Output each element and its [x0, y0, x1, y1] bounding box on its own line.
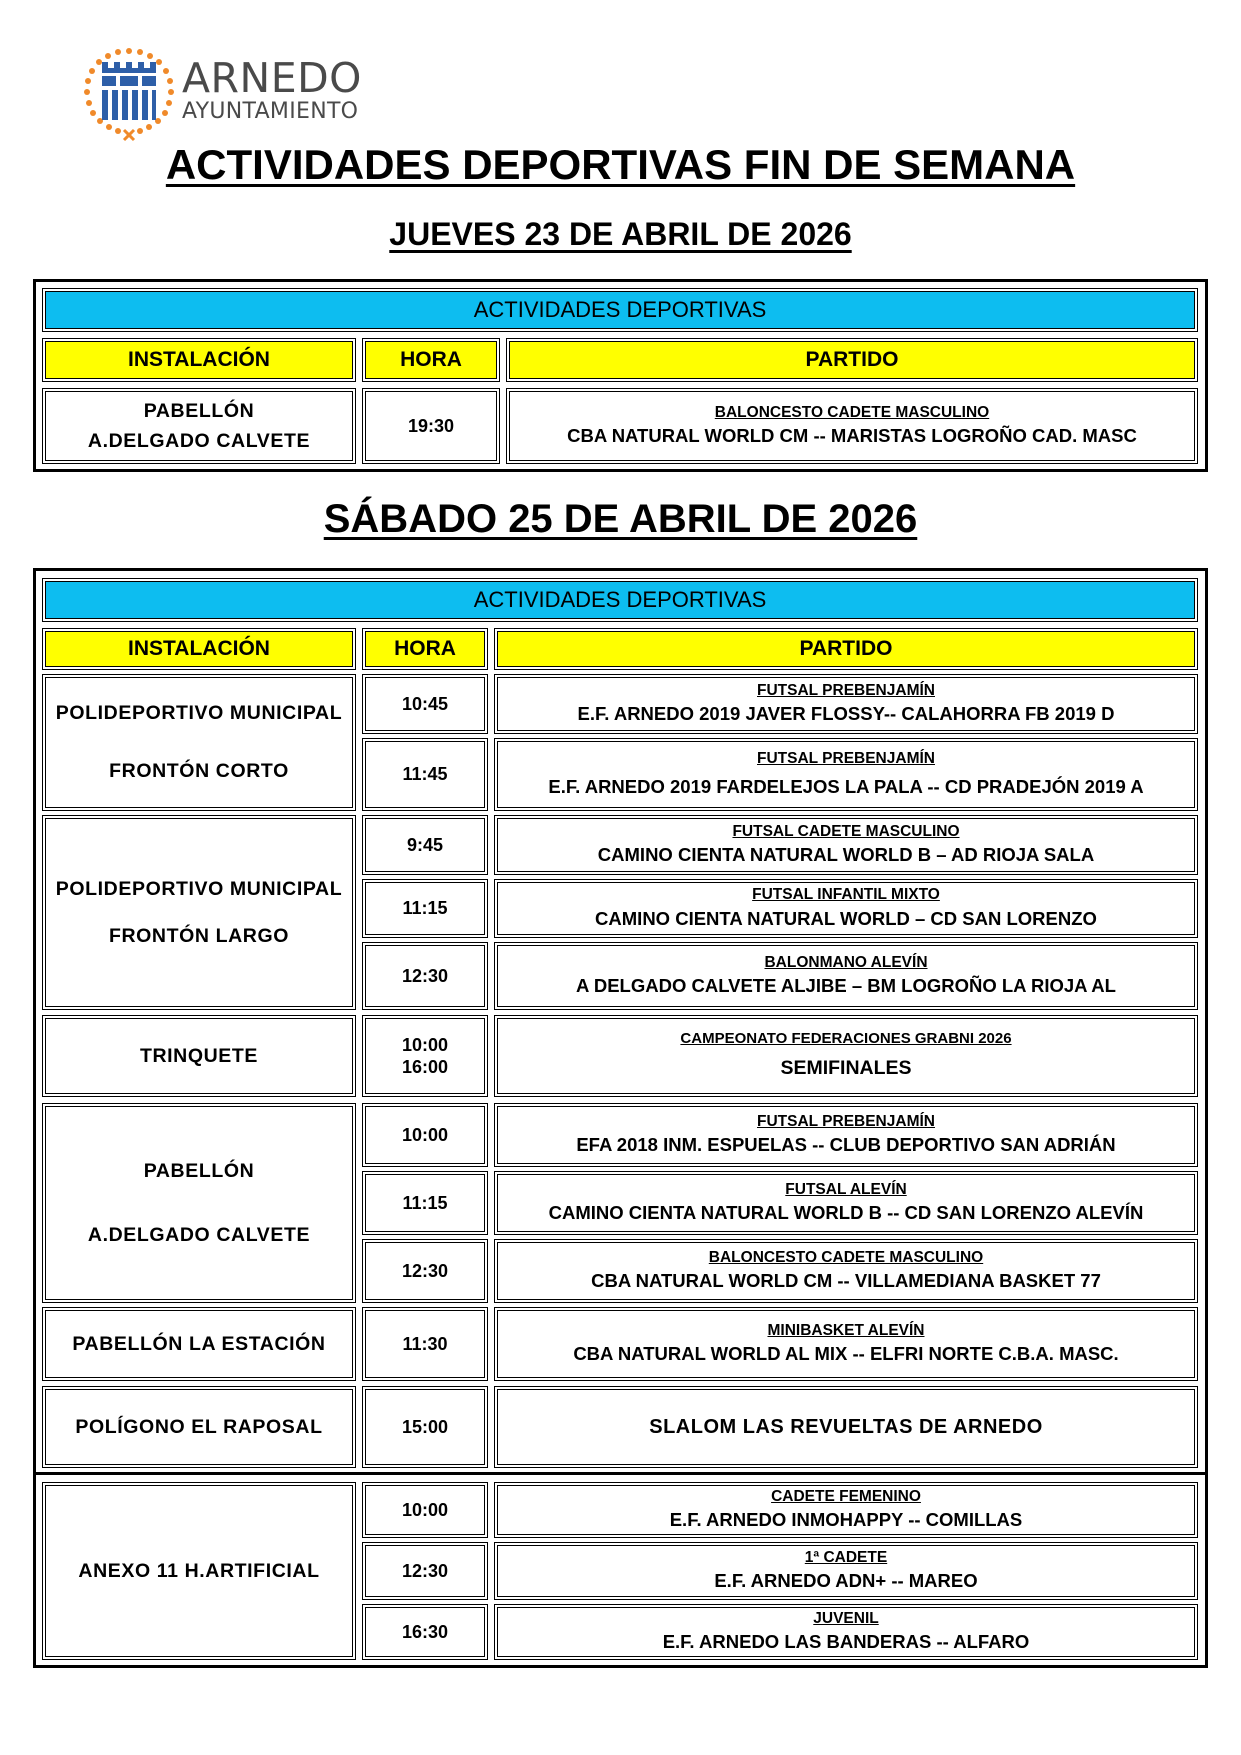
- match-label: SLALOM LAS REVUELTAS DE ARNEDO: [649, 1415, 1043, 1438]
- venue-trinquete: TRINQUETE: [45, 1018, 353, 1094]
- match-cell: [497, 677, 1195, 731]
- match-cell: [497, 1242, 1195, 1300]
- match-cell: [497, 1174, 1195, 1232]
- sport-label: FUTSAL PREBENJAMÍN: [757, 1112, 935, 1130]
- time-cell: 16:30: [365, 1607, 485, 1657]
- match-cell: [497, 741, 1195, 808]
- match-cell: [497, 1485, 1195, 1535]
- time-cell: 11:15: [365, 882, 485, 935]
- sport-label: FUTSAL PREBENJAMÍN: [757, 750, 935, 768]
- match-label: CAMINO CIENTA NATURAL WORLD B – AD RIOJA SALA: [597, 844, 1095, 866]
- time-cell: 11:30: [365, 1310, 485, 1378]
- time-cell: 12:30: [365, 1545, 485, 1597]
- arnedo-logo-icon: [74, 46, 184, 142]
- match-label: A DELGADO CALVETE ALJIBE – BM LOGROÑO LA RIOJA AL: [576, 975, 1116, 997]
- day1-venue: PABELLÓN A.DELGADO CALVETE: [45, 391, 353, 461]
- sport-label: BALONMANO ALEVÍN: [764, 953, 928, 971]
- match-label: E.F. ARNEDO 2019 FARDELEJOS LA PALA -- CD PRADEJÓN 2019 A: [548, 775, 1144, 797]
- venue-fronton-corto: POLIDEPORTIVO MUNICIPAL FRONTÓN CORTO: [45, 677, 353, 808]
- day1-header: ACTIVIDADES DEPORTIVAS: [45, 291, 1195, 329]
- sport-label: BALONCESTO CADETE MASCULINO: [708, 1248, 984, 1266]
- logo-name: ARNEDO: [182, 54, 362, 102]
- logo-subtitle: AYUNTAMIENTO: [182, 99, 359, 124]
- match-cell: [497, 1607, 1195, 1657]
- time-cell: 10:00 16:00: [365, 1018, 485, 1094]
- match-cell: [497, 1310, 1195, 1378]
- venue-raposal: POLÍGONO EL RAPOSAL: [45, 1389, 353, 1465]
- match-cell: [497, 945, 1195, 1007]
- page-title: ACTIVIDADES DEPORTIVAS FIN DE SEMANA: [165, 141, 1076, 188]
- match-cell: [497, 1545, 1195, 1597]
- day2-col-time: HORA: [365, 631, 485, 667]
- sport-label: JUVENIL: [813, 1609, 879, 1627]
- match-label: CBA NATURAL WORLD AL MIX -- ELFRI NORTE C.B.A. MASC.: [573, 1343, 1119, 1365]
- day1-sport: BALONCESTO CADETE MASCULINO: [714, 403, 990, 421]
- match-label: CAMINO CIENTA NATURAL WORLD B -- CD SAN LORENZO ALEVÍN: [548, 1202, 1144, 1224]
- venue-la-estacion: PABELLÓN LA ESTACIÓN: [45, 1310, 353, 1378]
- time-cell: 10:45: [365, 677, 485, 731]
- sport-label: FUTSAL INFANTIL MIXTO: [752, 886, 940, 904]
- time-cell: 11:15: [365, 1174, 485, 1232]
- day2-date: SÁBADO 25 DE ABRIL DE 2026: [323, 497, 918, 541]
- venue-pabellon: PABELLÓN A.DELGADO CALVETE: [45, 1106, 353, 1300]
- day2-header: ACTIVIDADES DEPORTIVAS: [45, 581, 1195, 619]
- match-label: E.F. ARNEDO LAS BANDERAS -- ALFARO: [662, 1631, 1030, 1653]
- match-label: CAMINO CIENTA NATURAL WORLD – CD SAN LORENZO: [595, 907, 1097, 929]
- match-label: E.F. ARNEDO ADN+ -- MAREO: [714, 1570, 978, 1592]
- sport-label: FUTSAL PREBENJAMÍN: [757, 681, 935, 699]
- match-cell: [497, 1389, 1195, 1465]
- match-cell: [497, 818, 1195, 872]
- day1-col-time: HORA: [365, 341, 497, 379]
- sport-label: CADETE FEMENINO: [771, 1487, 921, 1505]
- match-label: E.F. ARNEDO INMOHAPPY -- COMILLAS: [669, 1509, 1023, 1531]
- venue-anexo: ANEXO 11 H.ARTIFICIAL: [45, 1485, 353, 1657]
- sport-label: FUTSAL CADETE MASCULINO: [732, 822, 960, 840]
- day2-col-match: PARTIDO: [497, 631, 1195, 667]
- day1-match-cell: [509, 391, 1195, 461]
- match-cell: [497, 1018, 1195, 1094]
- match-label: E.F. ARNEDO 2019 JAVER FLOSSY-- CALAHORRA FB 2019 D: [577, 703, 1115, 725]
- sport-label: 1ª CADETE: [804, 1548, 888, 1566]
- match-label: SEMIFINALES: [780, 1057, 912, 1080]
- day2-col-installation: INSTALACIÓN: [45, 631, 353, 667]
- venue-fronton-largo: POLIDEPORTIVO MUNICIPAL FRONTÓN LARGO: [45, 818, 353, 1007]
- sport-label: CAMPEONATO FEDERACIONES GRABNI 2026: [680, 1030, 1012, 1048]
- day1-date: JUEVES 23 DE ABRIL DE 2026: [389, 216, 852, 252]
- match-cell: [497, 882, 1195, 935]
- sport-label: MINIBASKET ALEVÍN: [767, 1321, 925, 1339]
- day1-match: CBA NATURAL WORLD CM -- MARISTAS LOGROÑO CAD. MASC: [567, 425, 1137, 447]
- time-cell: 10:00: [365, 1106, 485, 1164]
- time-cell: 12:30: [365, 1242, 485, 1300]
- day1-time: 19:30: [365, 391, 497, 461]
- day1-col-match: PARTIDO: [509, 341, 1195, 379]
- time-cell: 10:00: [365, 1485, 485, 1535]
- time-cell: 12:30: [365, 945, 485, 1007]
- time-cell: 15:00: [365, 1389, 485, 1465]
- match-label: CBA NATURAL WORLD CM -- VILLAMEDIANA BASKET 77: [591, 1270, 1101, 1292]
- time-cell: 11:45: [365, 741, 485, 808]
- time-cell: 9:45: [365, 818, 485, 872]
- match-label: EFA 2018 INM. ESPUELAS -- CLUB DEPORTIVO SAN ADRIÁN: [576, 1134, 1116, 1156]
- match-cell: [497, 1106, 1195, 1164]
- day1-col-installation: INSTALACIÓN: [45, 341, 353, 379]
- sport-label: FUTSAL ALEVÍN: [785, 1180, 907, 1198]
